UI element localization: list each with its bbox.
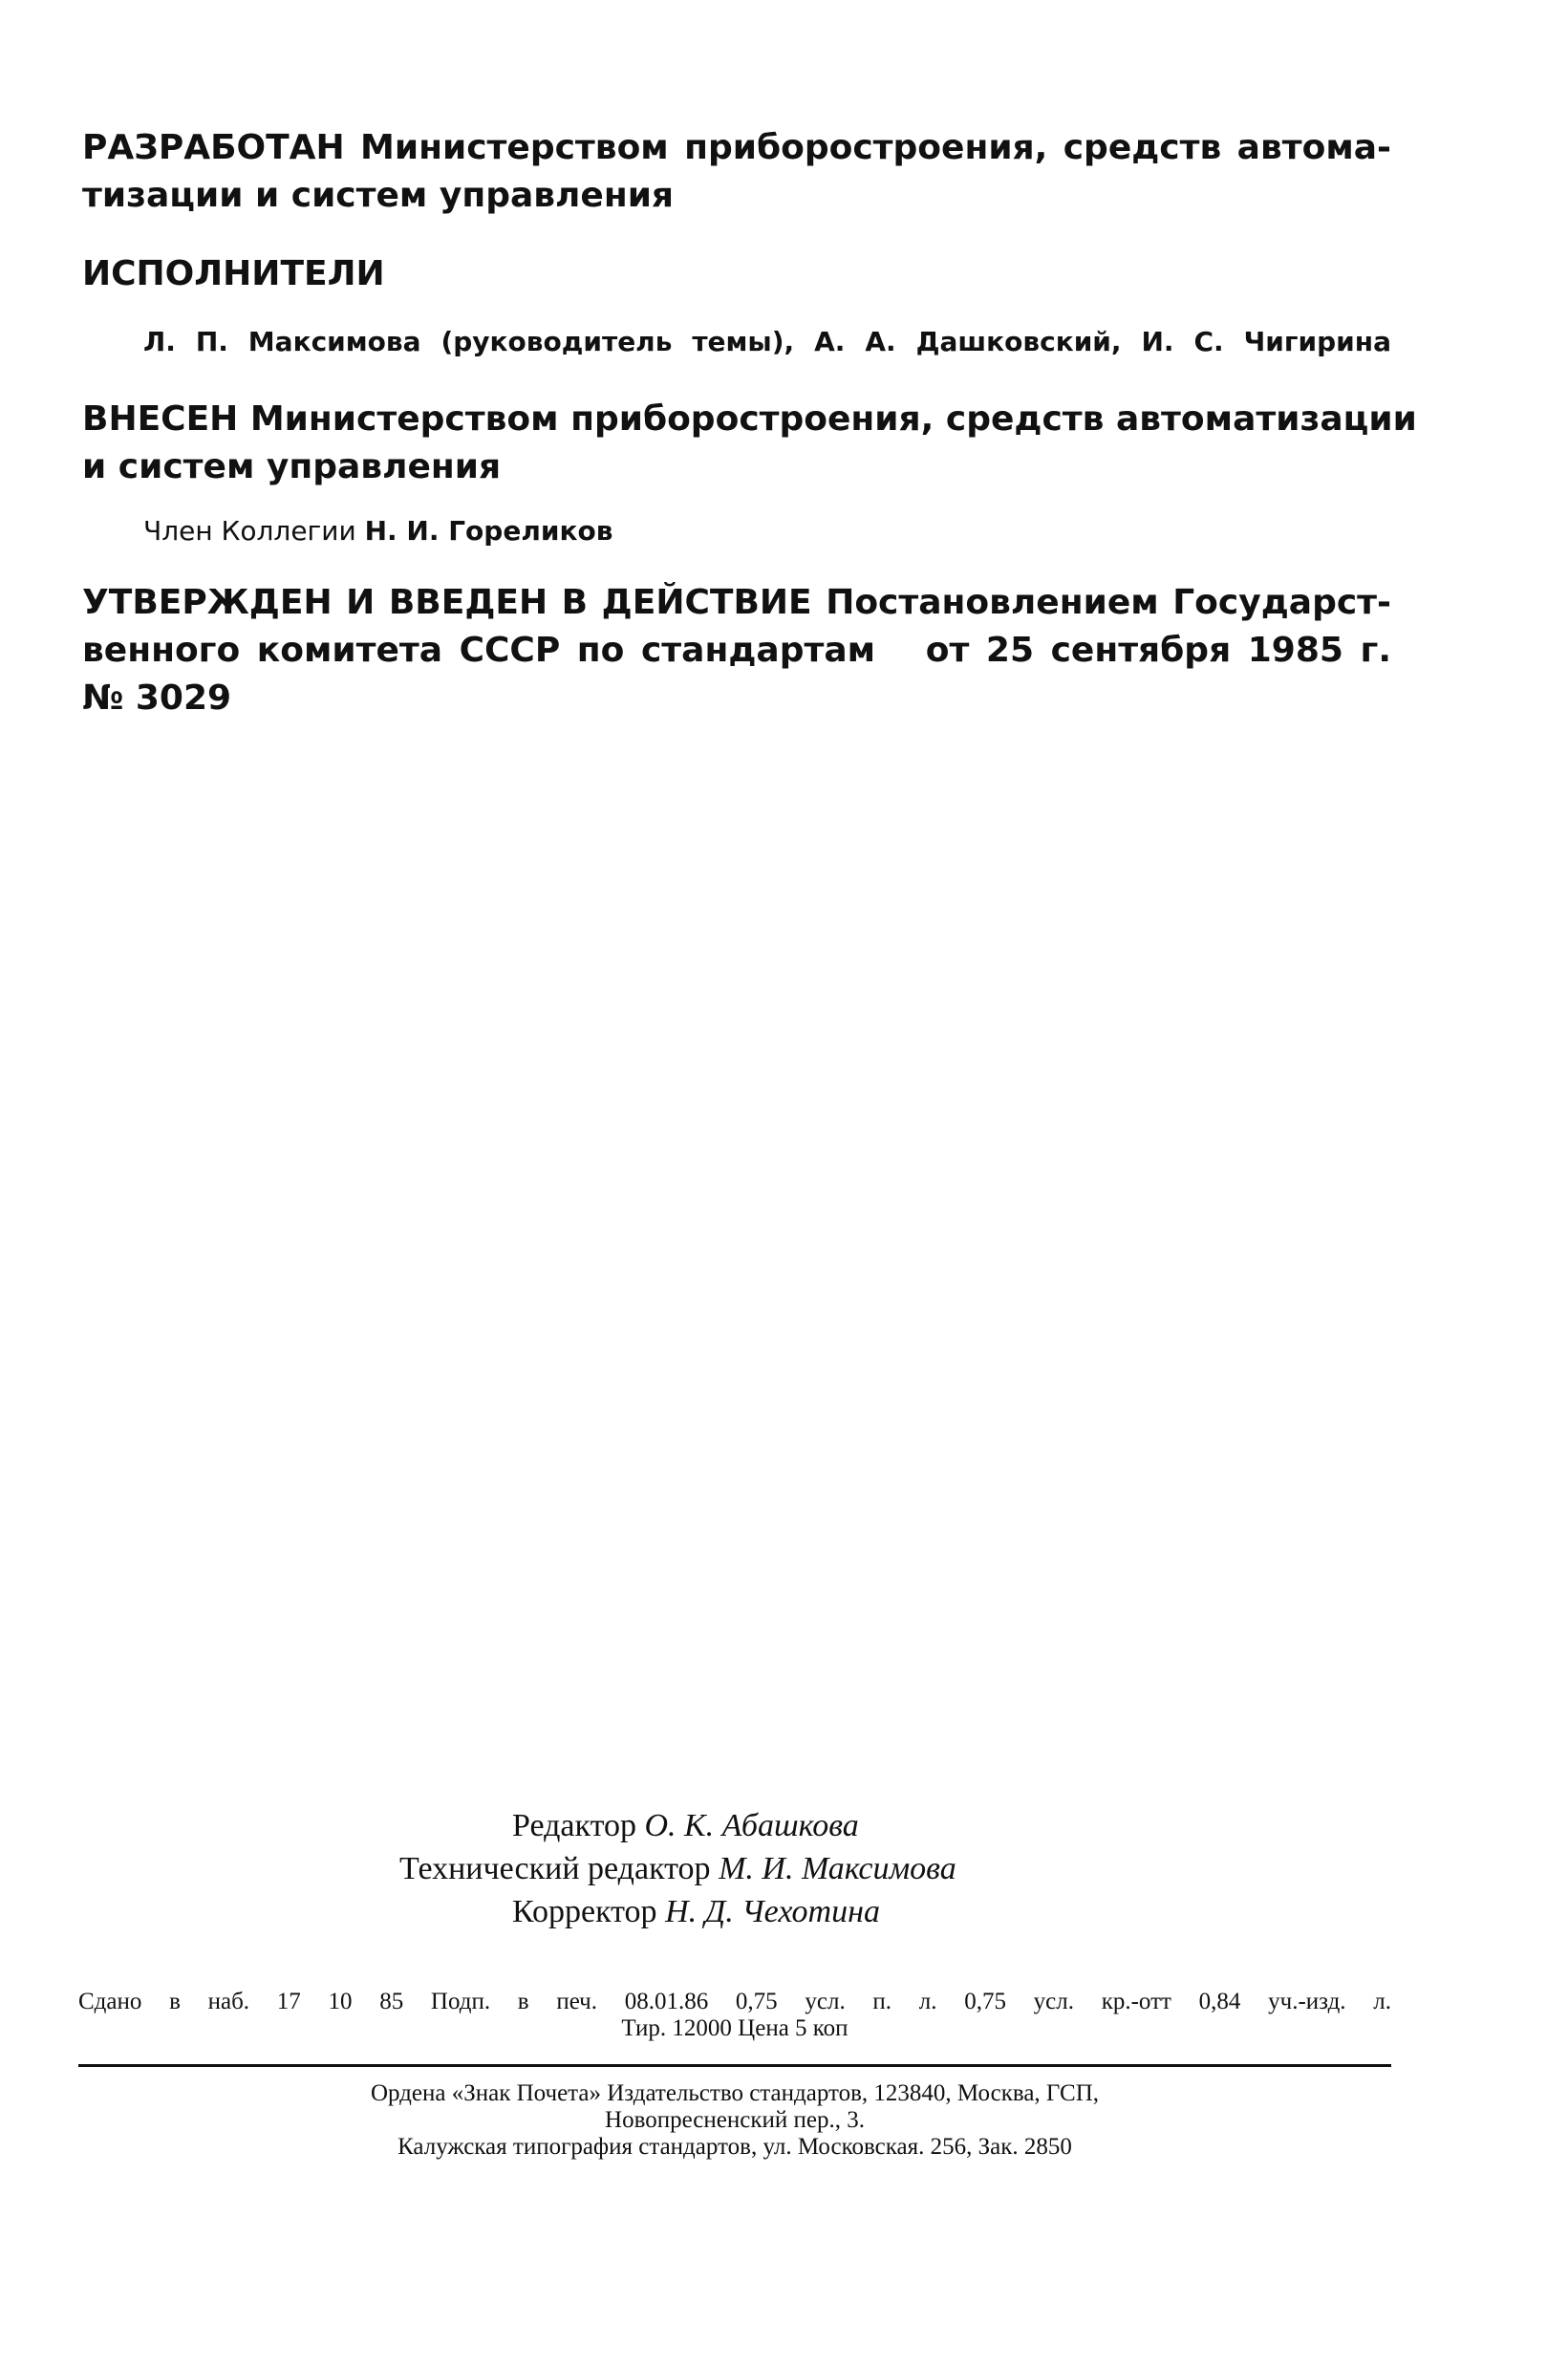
proofreader-name: Н. Д. Чехотина: [665, 1894, 880, 1929]
developed-lead: РАЗРАБОТАН: [82, 128, 345, 167]
approved-line-3: № 3029: [82, 678, 232, 718]
credit-editor: [512, 1804, 859, 1847]
tech-editor-name: М. И. Максимова: [719, 1851, 956, 1886]
executors-section: [82, 250, 1391, 298]
introduced-member-block: [143, 512, 1391, 550]
printer-line: Калужская типография стандартов, ул. Московская. 256, Зак. 2850: [397, 2134, 1072, 2160]
executors-heading: ИСПОЛНИТЕЛИ: [82, 254, 385, 293]
imprint-line-1: Сдано в наб. 17 10 85 Подп. в печ. 08.01.86 0,75 усл. п. л. 0,75 усл. кр.-отт 0,84 уч.-изд. л.: [78, 1989, 1391, 2014]
developed-section: [82, 124, 1391, 220]
publisher-line-2: Новопресненский пер., 3.: [605, 2107, 865, 2133]
member-role: Член Коллегии: [143, 515, 356, 547]
proofreader-role: Корректор: [512, 1894, 657, 1929]
introduced-line-1: [82, 396, 1417, 443]
developed-line-2: тизации и систем управления: [82, 176, 675, 215]
developed-text: Министерством приборостроения, средств автома-: [360, 128, 1391, 167]
executors-names-block: [143, 323, 1391, 361]
introduced-section: [82, 396, 1417, 491]
approved-text: Постановлением Государст-: [826, 583, 1391, 622]
approved-section: [82, 579, 1391, 722]
imprint-line-2: Тир. 12000 Цена 5 коп: [621, 2015, 848, 2041]
introduced-line-2: и систем управления: [82, 447, 502, 486]
publisher-line-1: Ордена «Знак Почета» Издательство стандартов, 123840, Москва, ГСП,: [370, 2080, 1100, 2106]
approved-lead: УТВЕРЖДЕН И ВВЕДЕН В ДЕЙСТВИЕ: [82, 583, 812, 622]
editor-role: Редактор: [512, 1808, 636, 1843]
introduced-member: [143, 512, 1391, 550]
credit-tech-editor: [399, 1847, 956, 1890]
executors-names: Л. П. Максимова (руководитель темы), А. А. Дашковский, И. С. Чигирина: [143, 326, 1391, 357]
imprint-divider: [78, 2064, 1391, 2067]
introduced-text: Министерством приборостроения, средств автоматизации: [249, 399, 1417, 439]
approved-line-1: [82, 579, 1391, 627]
developed-line-1: [82, 124, 1391, 172]
tech-editor-role: Технический редактор: [399, 1851, 711, 1886]
credit-proofreader: [512, 1890, 880, 1933]
introduced-lead: ВНЕСЕН: [82, 399, 239, 439]
member-name: Н. И. Гореликов: [364, 515, 613, 547]
approved-line-2: венного комитета СССР по стандартам от 25 сентября 1985 г.: [82, 631, 1391, 670]
editor-name: О. К. Абашкова: [644, 1808, 859, 1843]
